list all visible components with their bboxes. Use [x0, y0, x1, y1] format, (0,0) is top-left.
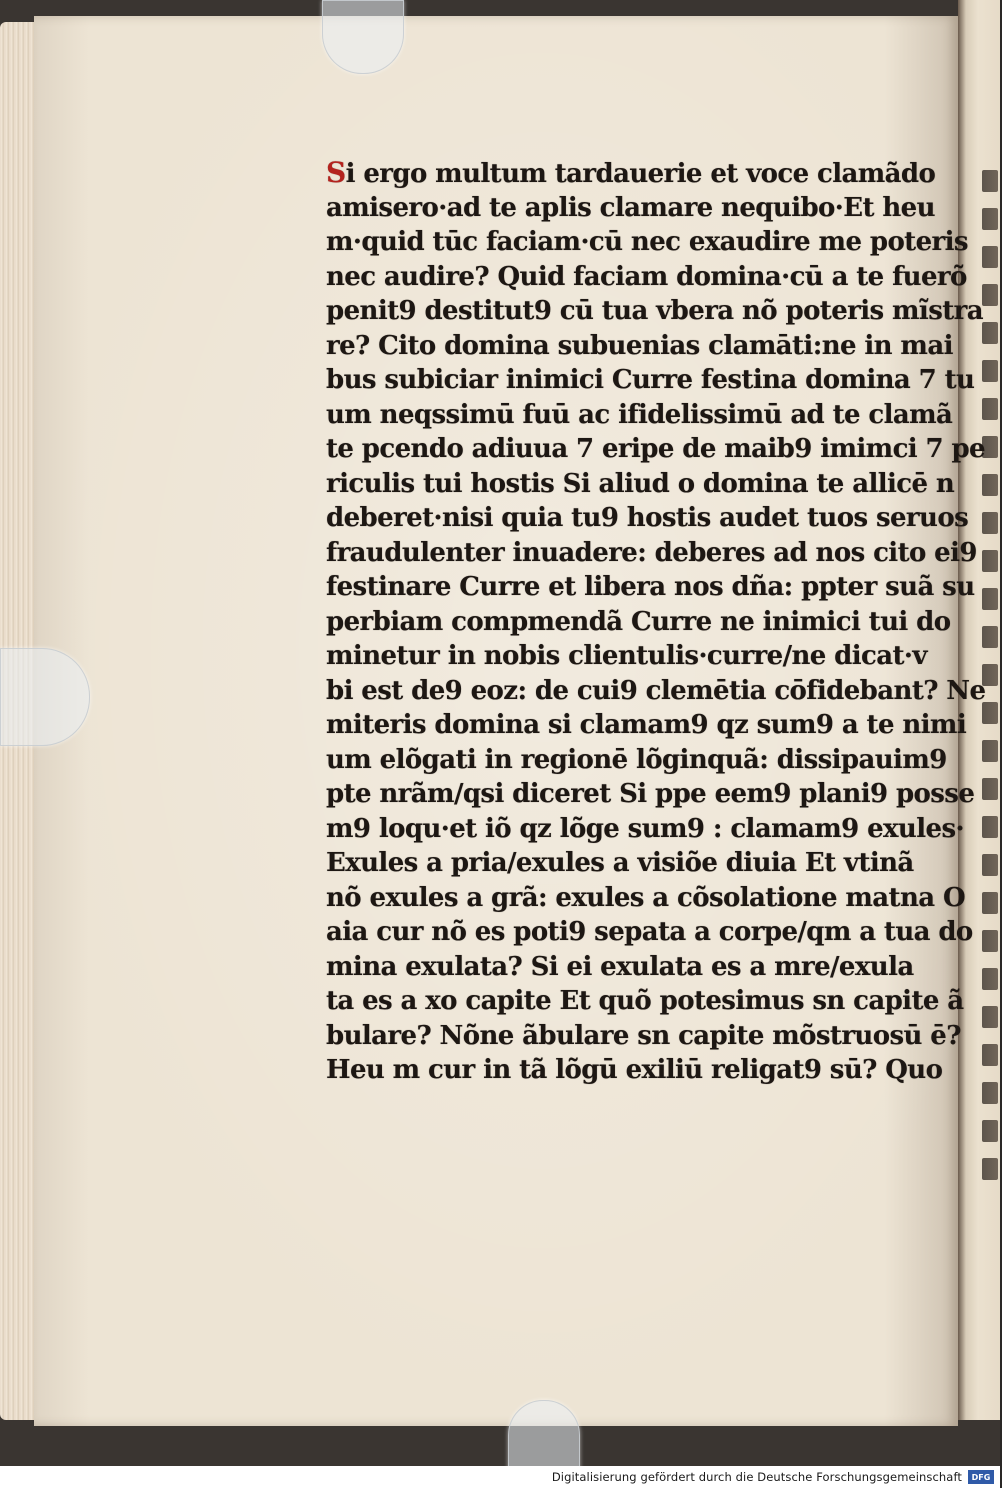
text-line: [326, 260, 967, 295]
text-line: [326, 156, 936, 191]
text-line: [326, 881, 965, 916]
digitization-footer: [0, 1466, 1000, 1488]
line-text: pte nrãm/qsi diceret Si ppe eem9 plani9 posse: [326, 779, 975, 809]
text-line: [326, 191, 935, 226]
text-line: [326, 915, 973, 950]
line-text: i ergo multum tardauerie et voce clamãdo: [345, 159, 936, 189]
line-text: um elõgati in regionē lõginquã: dissipauim9: [326, 744, 947, 775]
rubricated-initial: S: [326, 156, 346, 189]
line-text: penit9 destitut9 cū tua vbera nõ poteris mĩstra: [326, 296, 984, 326]
line-text: nõ exules a grã: exules a cõsolatione matna O: [326, 882, 965, 913]
line-text: m·quid tūc faciam·cū nec exaudire me poteris: [326, 227, 968, 257]
text-line: [326, 1053, 943, 1088]
text-line: [326, 363, 975, 398]
page-clip-bottom: [508, 1400, 580, 1472]
line-text: bulare? Nõne ãbulare sn capite mõstruosū ē?: [326, 1020, 961, 1051]
line-text: mina exulata? Si ei exulata es a mre/exula: [326, 951, 914, 982]
line-text: miteris domina si clamam9 qz sum9 a te nimi: [326, 710, 967, 740]
line-text: bus subiciar inimici Curre festina domina 7 tu: [326, 365, 975, 395]
text-line: [326, 398, 953, 433]
line-text: deberet·nisi quia tu9 hostis audet tuos seruos: [326, 503, 969, 533]
text-line: [326, 294, 984, 329]
text-line: [326, 708, 967, 743]
text-line: [326, 950, 914, 985]
line-text: bi est de9 eoz: de cui9 clemētia cōfidebant? Ne: [326, 675, 986, 706]
line-text: fraudulenter inuadere: deberes ad nos cito ei9: [326, 537, 977, 568]
text-line: [326, 777, 975, 812]
line-text: festinare Curre et libera nos dña: ppter suã su: [326, 572, 975, 602]
text-line: [326, 570, 975, 605]
text-line: [326, 1019, 961, 1054]
text-line: [326, 432, 986, 467]
text-line: [326, 329, 953, 364]
footer-credit: Digitalisierung gefördert durch die Deutsche Forschungsgemeinschaft: [551, 1470, 962, 1484]
dfg-logo: DFG: [968, 1470, 994, 1484]
line-text: m9 loqu·et iõ qz lõge sum9 : clamam9 exules·: [326, 813, 964, 844]
line-text: amisero·ad te aplis clamare nequibo·Et heu: [326, 192, 935, 223]
text-line: [326, 605, 951, 640]
incunable-text-block: [326, 156, 986, 1088]
text-line: [326, 536, 977, 571]
line-text: perbiam compmendã Curre ne inimici tui do: [326, 606, 951, 637]
line-text: ta es a xo capite Et quõ potesimus sn capite ã: [326, 986, 964, 1016]
page-clip-left: [0, 648, 90, 746]
text-line: [326, 984, 964, 1019]
text-line: [326, 501, 969, 536]
line-text: re? Cito domina subuenias clamāti:ne in mai: [326, 330, 953, 361]
line-text: nec audire? Quid faciam domina·cū a te fuerõ: [326, 261, 967, 292]
text-line: [326, 846, 914, 881]
text-line: [326, 674, 986, 709]
line-text: minetur in nobis clientulis·curre/ne dicat·v: [326, 641, 927, 671]
text-line: [326, 467, 955, 502]
line-text: aia cur nõ es poti9 sepata a corpe/qm a tua do: [326, 917, 973, 947]
text-line: [326, 812, 964, 847]
line-text: um neqssimū fuū ac ifidelissimū ad te clamã: [326, 399, 953, 430]
line-text: Exules a pria/exules a visiõe diuia Et vtinã: [326, 848, 914, 878]
line-text: riculis tui hostis Si aliud o domina te allicē n: [326, 468, 955, 499]
line-text: te pcendo adiuua 7 eripe de maib9 imimci 7 pe: [326, 434, 986, 464]
text-line: [326, 225, 968, 260]
text-line: [326, 743, 947, 778]
line-text: Heu m cur in tã lõgū exiliū religat9 sū? Quo: [326, 1055, 943, 1085]
text-line: [326, 639, 927, 674]
